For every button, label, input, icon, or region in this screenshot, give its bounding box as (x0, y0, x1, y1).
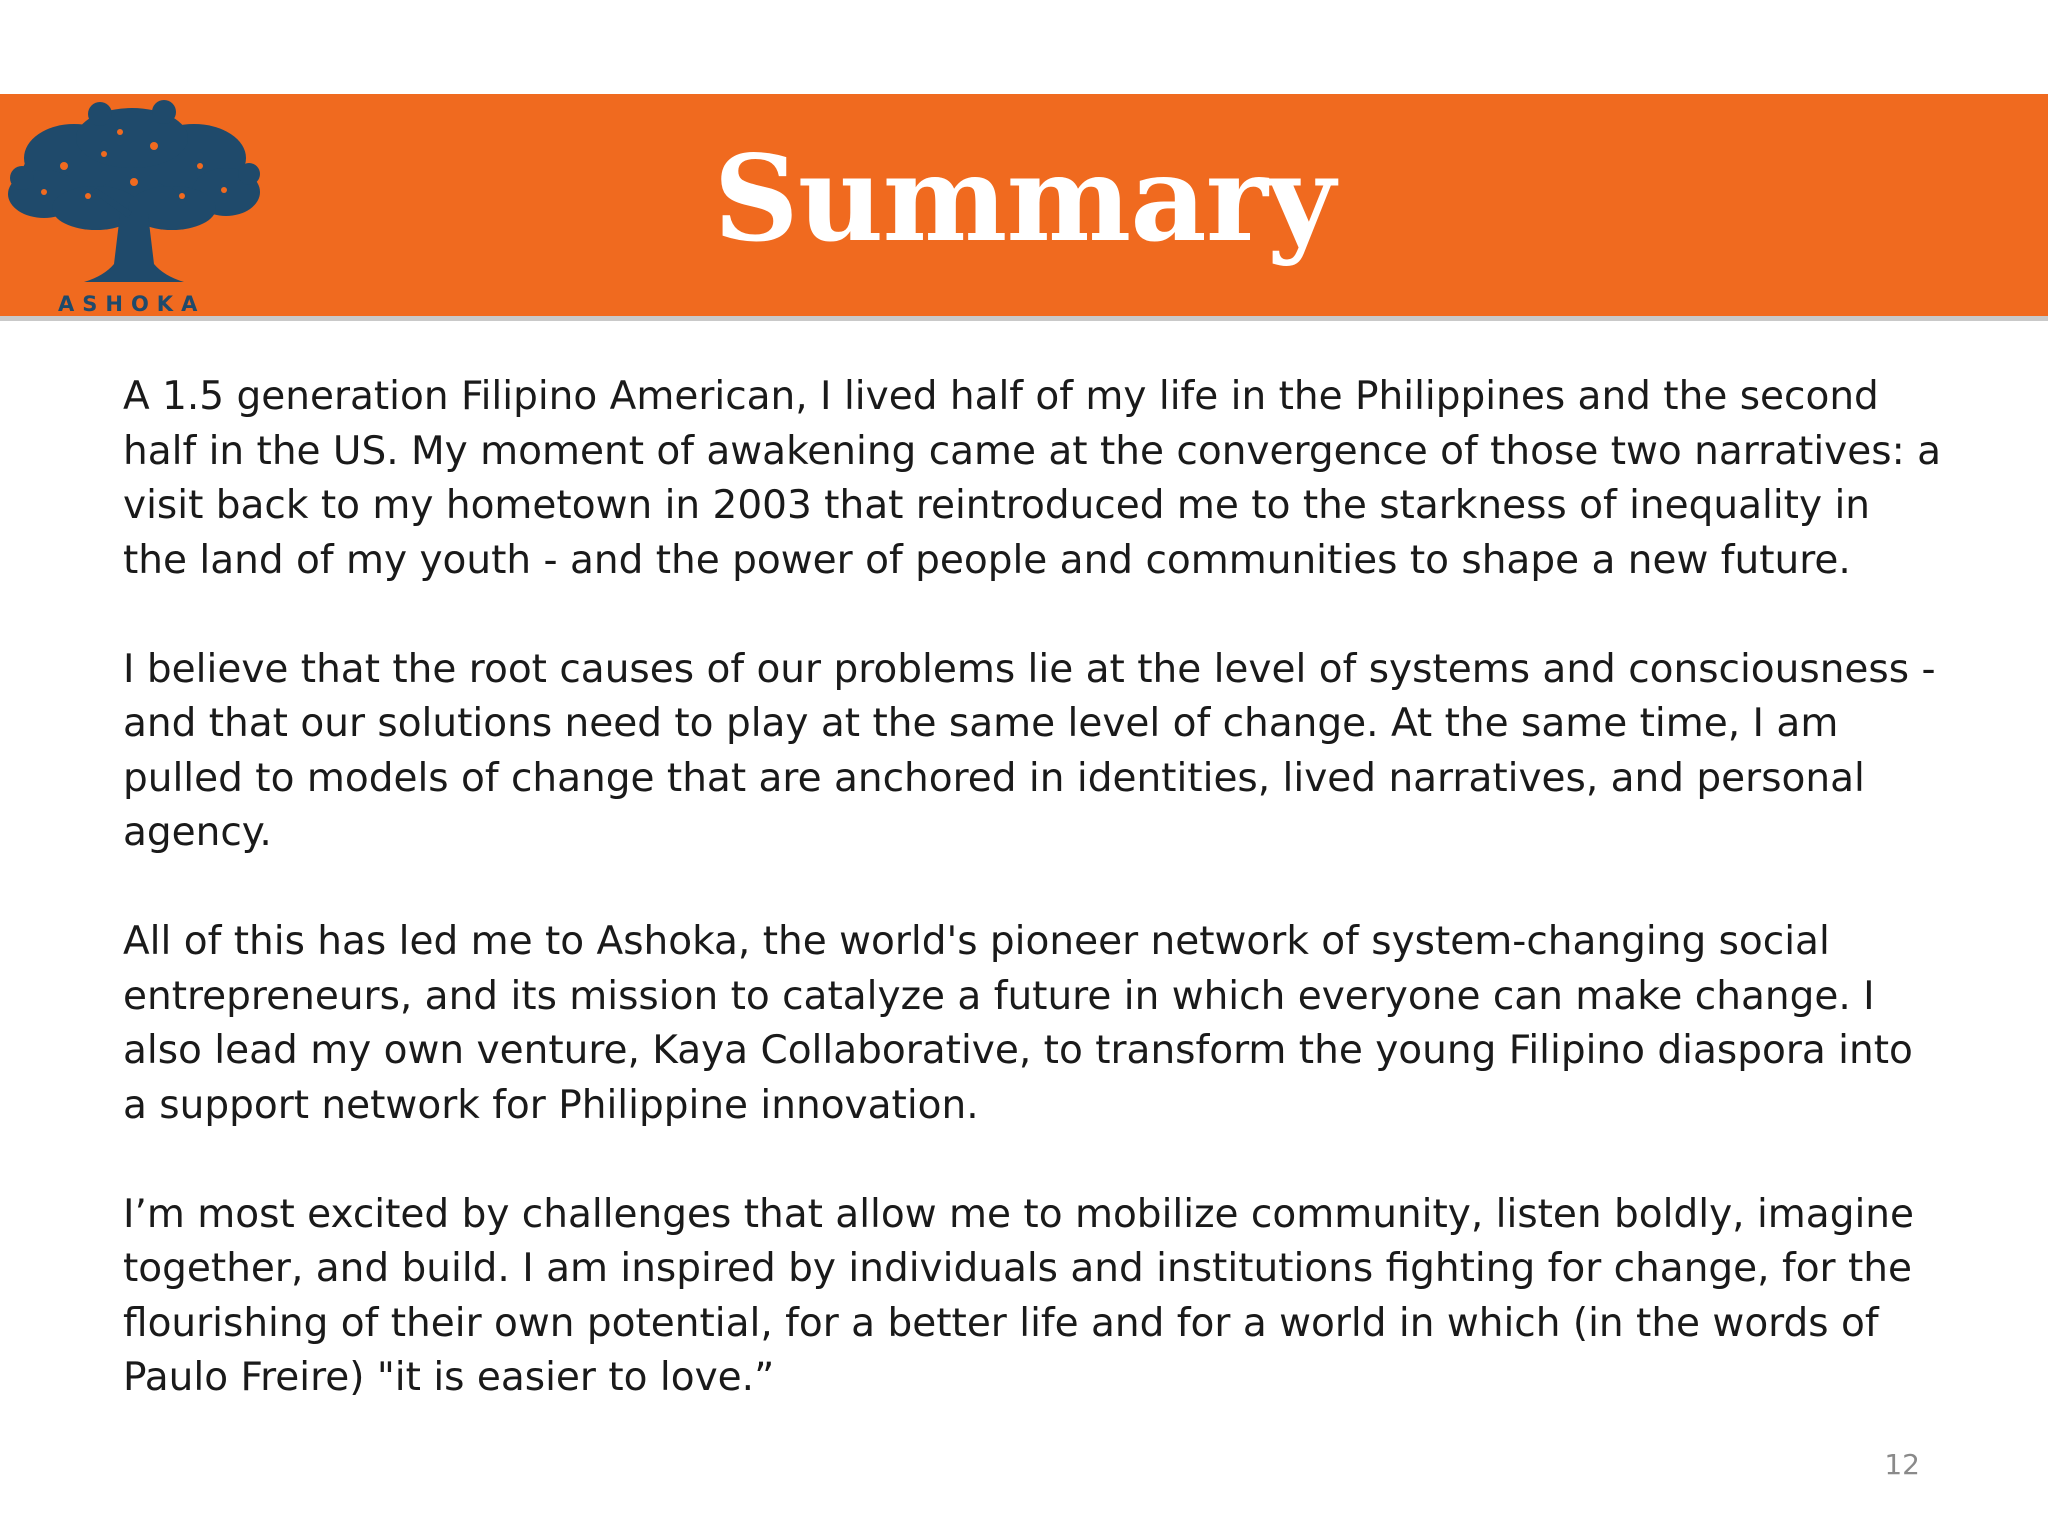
paragraph: I believe that the root causes of our problems lie at the level of systems and consciousness - and that our solutions need to play at the same level of change. At the same time, I am pulled to models of change that are anchored in identities, lived narratives, and personal agency. (123, 646, 1936, 855)
paragraph: A 1.5 generation Filipino American, I lived half of my life in the Philippines and the second half in the US. My moment of awakening came at the convergence of those two narratives: a visit back to my hometown in 2003 that reintroduced me to the starkness of inequality in the land of my youth - and the power of people and communities to shape a new future. (123, 374, 1942, 583)
paragraph: All of this has led me to Ashoka, the world's pioneer network of system-changing social entrepreneurs, and its mission to catalyze a future in which everyone can make change. I also lead my own venture, Kaya Collaborative, to transform the young Filipino diaspora into a support network for Philippine innovation. (123, 919, 1913, 1128)
summary-body (123, 370, 1943, 1406)
logo-wordmark: ASHOKA (58, 292, 206, 316)
paragraph: I’m most excited by challenges that allow me to mobilize community, listen boldly, imagine together, and build. I am inspired by individuals and institutions fighting for change, for the flourishing of their own potential, for a better life and for a world in which (in the words of Paulo Freire) "it is easier to love.” (123, 1191, 1914, 1400)
slide-title: Summary (713, 129, 1335, 268)
page-number: 12 (1884, 1448, 1920, 1481)
